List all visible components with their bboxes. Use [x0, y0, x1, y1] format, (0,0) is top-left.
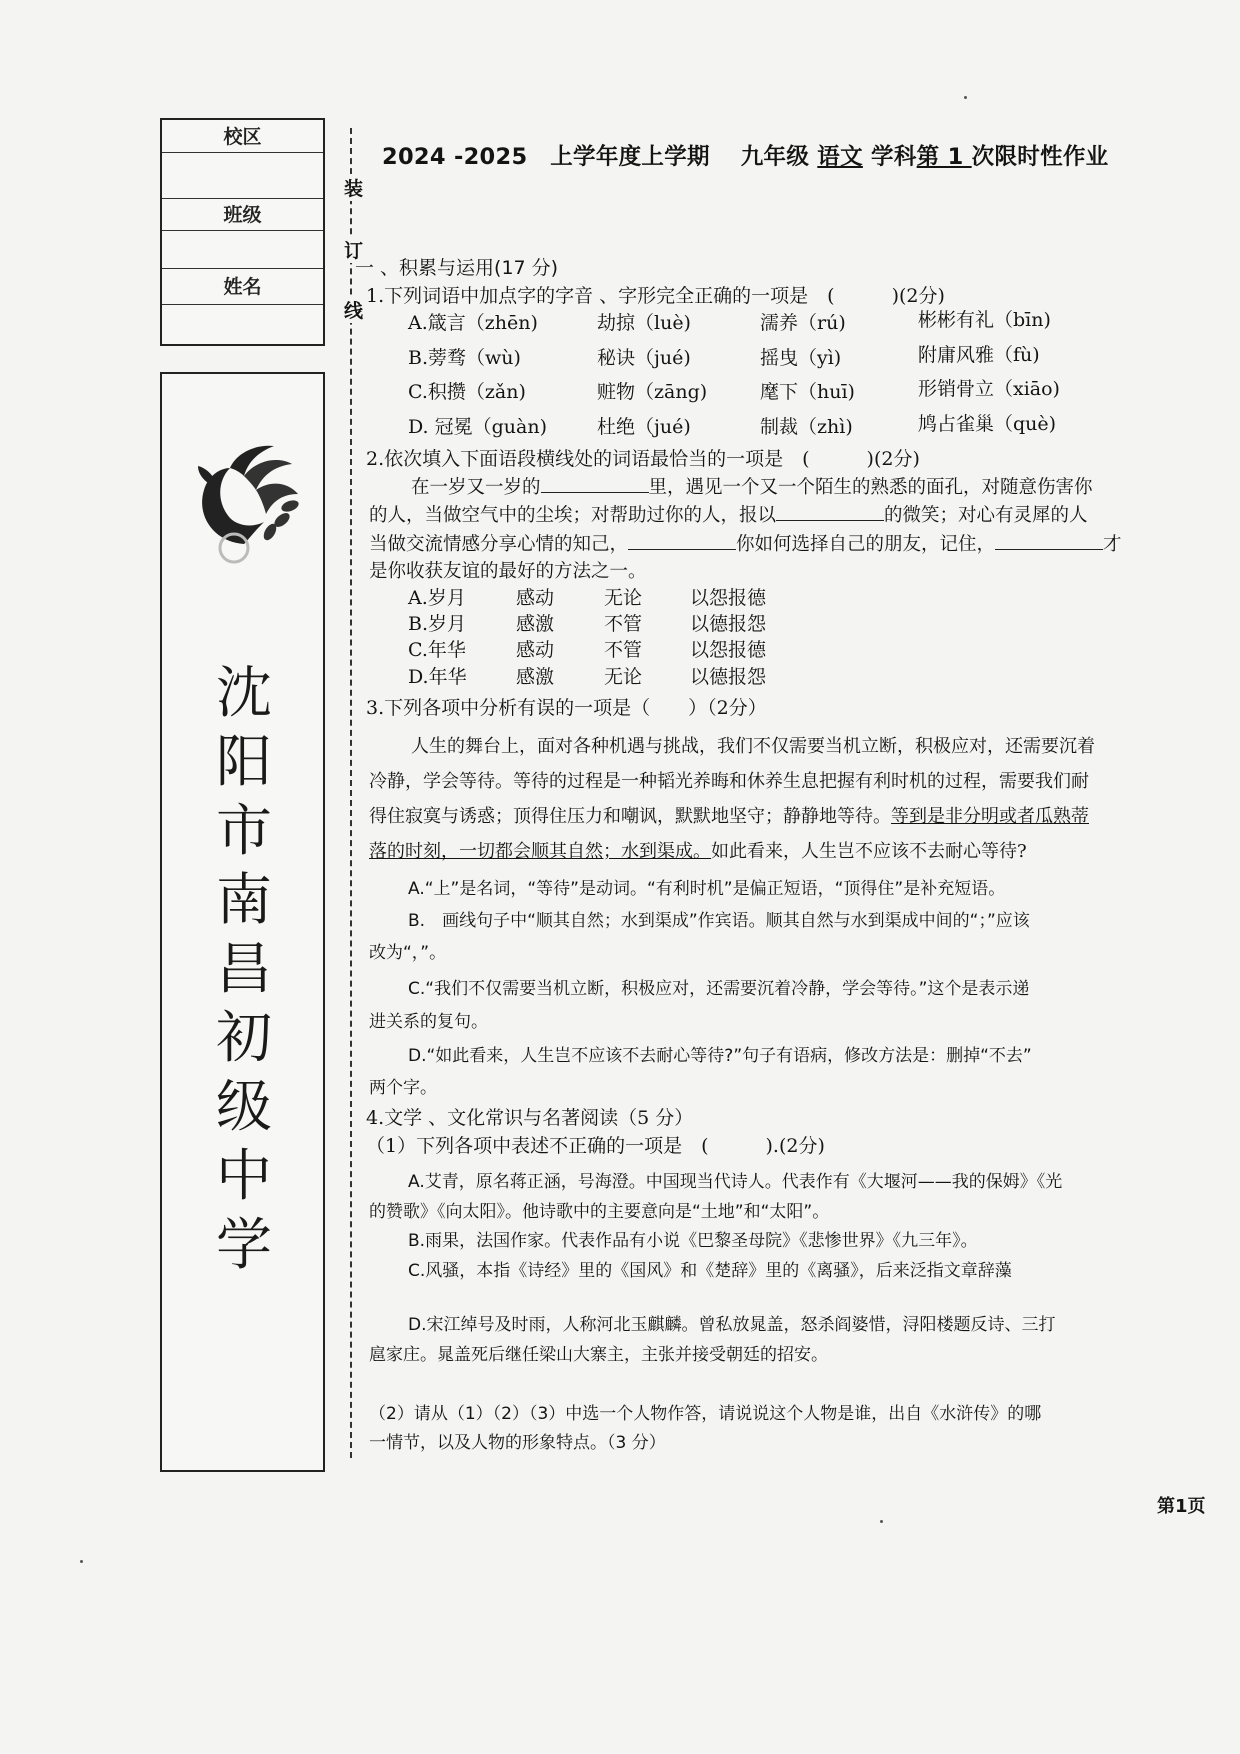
question-4-option-c: C.风骚，本指《诗经》里的《国风》和《楚辞》里的《离骚》，后来泛指文章辞藻 [408, 1261, 1012, 1281]
class-label: 班级 [223, 204, 262, 226]
school-name [194, 659, 294, 1280]
option-cell: 形销骨立（xiāo) [918, 378, 1060, 400]
question-3-passage-line: 人生的舞台上，面对各种机遇与挑战，我们不仅需要当机立断，积极应对，还需要沉着 [411, 736, 1095, 757]
page-number: 第1页 [1157, 1496, 1206, 1517]
option-cell: 杜绝（jué) [597, 416, 691, 438]
question-3-option-b-cont: 改为“，”。 [369, 943, 447, 963]
question-4-option-a: A.艾青，原名蒋正涵，号海澄。中国现当代诗人。代表作有《大堰河——我的保姆》《光 [408, 1172, 1063, 1192]
subject: 语文 [817, 144, 863, 170]
question-3-option-c: C.“我们不仅需要当机立断，积极应对，还需要沉着冷静，学会等待。”这个是表示递 [408, 979, 1030, 999]
option-cell: A.岁月 [408, 587, 466, 609]
option-cell: 制裁（zhì) [760, 416, 853, 438]
option-cell: 秘诀（jué) [597, 347, 691, 369]
option-cell: 感动 [516, 639, 555, 661]
option-cell: 彬彬有礼（bīn) [918, 309, 1051, 331]
divider [162, 198, 323, 199]
school-name-char: 沈 [216, 661, 272, 726]
answer-blank[interactable] [628, 533, 736, 550]
option-cell: C.年华 [408, 639, 466, 661]
answer-blank[interactable] [776, 504, 884, 521]
option-cell: 不管 [604, 639, 643, 661]
option-cell: 附庸风雅（fù) [918, 344, 1040, 366]
binding-char-zhuang: 装 [344, 174, 363, 201]
question-3-option-a: A.“上”是名词，“等待”是动词。“有利时机”是偏正短语，“顶得住”是补充短语。 [408, 879, 1006, 899]
section-title: 一 、积累与运用(17 分) [355, 257, 559, 279]
school-name-char: 阳 [216, 730, 272, 795]
option-cell: 劫掠（luè) [597, 312, 691, 334]
option-cell: B.岁月 [408, 613, 467, 635]
school-name-char: 学 [216, 1213, 272, 1278]
school-name-char: 市 [216, 799, 272, 864]
option-cell: 无论 [604, 666, 643, 688]
scan-speck [80, 1560, 83, 1563]
question-3-option-d-cont: 两个字。 [369, 1078, 437, 1098]
scan-speck [880, 1520, 883, 1523]
question-4-option-a-cont: 的赞歌》《向太阳》。他诗歌中的主要意向是“土地”和“太阳”。 [369, 1202, 830, 1222]
option-cell: B.蒡骛（wù) [408, 347, 521, 369]
name-label: 姓名 [223, 276, 262, 298]
question-2-text-line: 是你收获友谊的最好的方法之一。 [369, 561, 647, 582]
option-cell: 感激 [516, 613, 555, 635]
exam-title: 2024 -2025 上学年度上学期 九年级 语文 学科第 1 次限时性作业 [382, 144, 1109, 170]
option-cell: 濡养（rú) [760, 312, 846, 334]
school-name-char: 南 [216, 868, 272, 933]
question-1-stem: 1.下列词语中加点字的字音 、字形完全正确的一项是 ( )(2分) [366, 285, 945, 307]
question-4-option-d: D.宋江绰号及时雨，人称河北玉麒麟。曾私放晁盖，怒杀阎婆惜，浔阳楼题反诗、三打 [408, 1315, 1056, 1335]
option-cell: 以怨报德 [690, 639, 767, 661]
binding-char-xian: 线 [344, 296, 363, 323]
option-cell: 感动 [516, 587, 555, 609]
binding-char-ding: 订 [344, 236, 363, 263]
option-cell: D.年华 [408, 666, 467, 688]
divider [162, 304, 323, 305]
divider [162, 230, 323, 231]
question-3-passage-line: 冷静，学会等待。等待的过程是一种韬光养晦和休养生息把握有利时机的过程，需要我们耐 [369, 771, 1089, 792]
option-cell: C.积攒（zǎn) [408, 381, 526, 403]
option-cell: A.箴言（zhēn) [408, 312, 538, 334]
option-cell: 赃物（zāng) [597, 381, 708, 403]
option-cell: 感激 [516, 666, 555, 688]
option-cell: 鸠占雀巢（què) [918, 413, 1057, 435]
question-2-stem: 2.依次填入下面语段横线处的词语最恰当的一项是 ( )(2分) [366, 448, 920, 470]
school-name-char: 初 [216, 1006, 272, 1071]
divider [162, 152, 323, 153]
question-3-option-c-cont: 进关系的复句。 [369, 1012, 488, 1032]
school-panel [160, 372, 325, 1472]
option-cell: 不管 [604, 613, 643, 635]
question-4-sub-1: （1）下列各项中表述不正确的一项是 ( ).(2分) [366, 1135, 825, 1157]
underlined-sentence: 落的时刻，一切都会顺其自然；水到渠成。 [369, 841, 711, 862]
binding-line [350, 128, 352, 1458]
student-info-box [160, 118, 325, 346]
answer-blank[interactable] [995, 533, 1103, 550]
school-name-char: 级 [216, 1075, 272, 1140]
answer-blank[interactable] [541, 476, 649, 493]
campus-label: 校区 [223, 126, 262, 148]
underlined-sentence: 等到是非分明或者瓜熟蒂 [891, 806, 1089, 827]
question-3-passage-line: 落的时刻，一切都会顺其自然；水到渠成。如此看来，人生岂不应该不去耐心等待? [369, 841, 1027, 862]
question-4-sub-2-cont: 一情节，以及人物的形象特点。（3 分） [369, 1433, 666, 1453]
option-cell: 以德报怨 [690, 613, 767, 635]
question-3-passage-line: 得住寂寞与诱惑；顶得住压力和嘲讽，默默地坚守；静静地等待。等到是非分明或者瓜熟蒂 [369, 806, 1089, 827]
option-cell: 以德报怨 [690, 666, 767, 688]
school-name-char: 中 [216, 1144, 272, 1209]
scan-speck [964, 96, 967, 99]
question-2-text-line: 在一岁又一岁的 里，遇见一个又一个陌生的熟悉的面孔，对随意伤害你 [411, 477, 1093, 498]
option-cell: D. 冠冕（guàn) [408, 416, 548, 438]
school-logo [174, 424, 314, 564]
question-2-text-line: 当做交流情感分享心情的知己， 你如何选择自己的朋友，记住， 才 [369, 534, 1122, 555]
divider [162, 268, 323, 269]
question-2-text-line: 的人，当做空气中的尘埃；对帮助过你的人，报以 的微笑；对心有灵犀的人 [369, 505, 1088, 526]
option-cell: 麾下（huī) [760, 381, 855, 403]
option-cell: 以怨报德 [690, 587, 767, 609]
question-3-option-b: B. 画线句子中“顺其自然；水到渠成”作宾语。顺其自然与水到渠成中间的“；”应该 [408, 911, 1030, 931]
option-cell: 摇曳（yì) [760, 347, 842, 369]
question-4-option-b: B.雨果，法国作家。代表作品有小说《巴黎圣母院》《悲惨世界》《九三年》。 [408, 1231, 978, 1251]
option-cell: 无论 [604, 587, 643, 609]
question-4-stem: 4.文学 、文化常识与名著阅读（5 分） [366, 1107, 694, 1129]
question-3-option-d: D.“如此看来，人生岂不应该不去耐心等待?”句子有语病，修改方法是：删掉“不去” [408, 1046, 1032, 1066]
question-3-stem: 3.下列各项中分析有误的一项是（ ）（2分） [366, 697, 767, 719]
question-4-option-d-cont: 扈家庄。晁盖死后继任梁山大寨主，主张并接受朝廷的招安。 [369, 1345, 828, 1365]
question-4-sub-2: （2）请从（1）（2）（3）中选一个人物作答，请说说这个人物是谁，出自《水浒传》的哪 [369, 1404, 1042, 1424]
school-name-char: 昌 [216, 937, 272, 1002]
